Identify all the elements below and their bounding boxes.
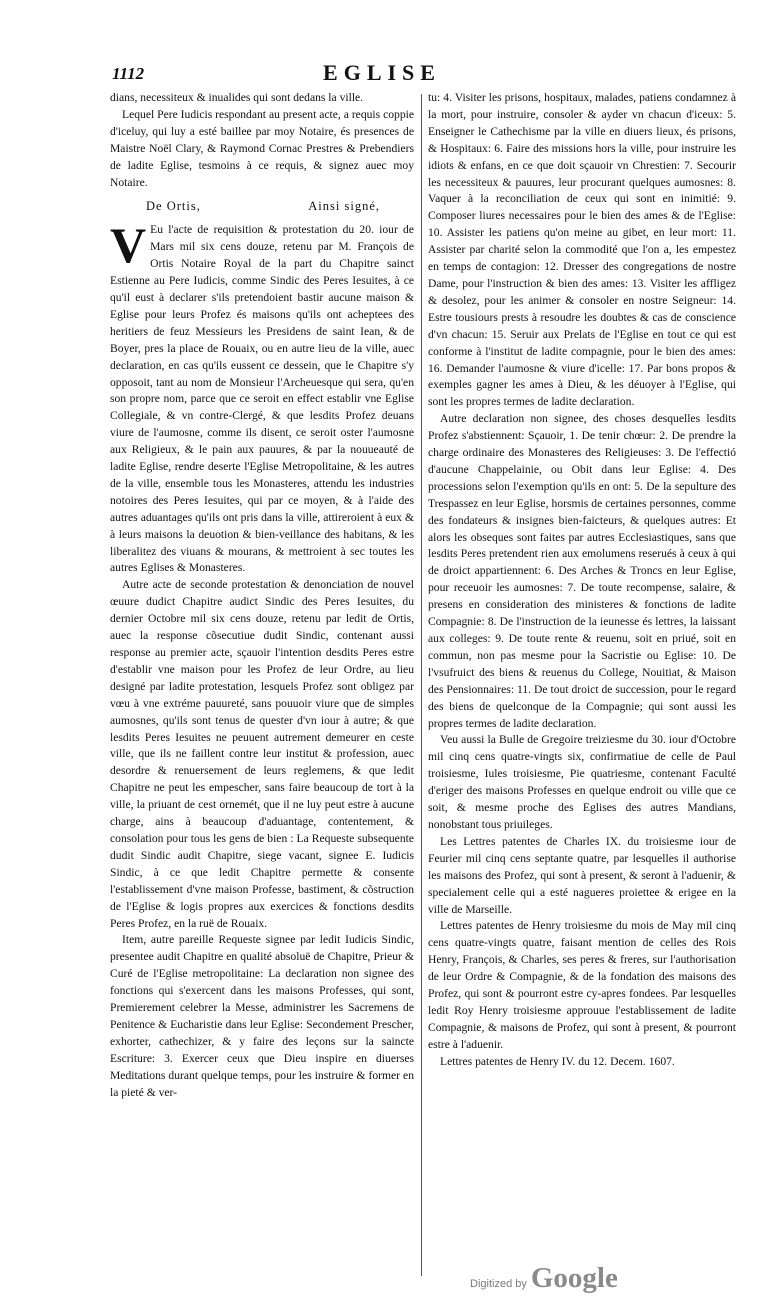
left-paragraph-2: Lequel Pere Iudicis respondant au present acte, a requis coppie d'iceluy, qui luy a esté baillee par moy Notaire, és presences de Maistre Noël Clary, & Raymond Cornac Prestres & Prebendiers de ladite Eglise, tesmoins à ce requis, & signez auec moy Notaire.: [110, 107, 414, 189]
left-paragraph-3-text: Eu l'acte de requisition & protestation du 20. iour de Mars mil six cens douze, retenu par M. François de Ortis Notaire Royal de la part du Chapitre sainct Estienne au Pere Iudicis, comme Sindic des Peres Iesuites, à ce qu'il eust à declarer s'ils pretendoient bastir aucune maison & Eglise pour leurs Profez és maisons qu'ils ont acheptees des heritiers de feuz Messieurs les Presidens de saint Iean, & de Boyer, pres la place de Rouaix, ou en autre lieu de la ville, auec declaration, en cas qu'ils eussent ce dessein, que le Chapitre s'y opposoit, tant au nom de Monsieur l'Archeuesque qui sera, qu'en son propre nom, parce que ce seroit en effect establir vne Eglise Collegiale, & vn contre-Clergé, & que lesdits Profez deuans viure de l'aumosne, comme ils disent, ce seroit oster l'aumosne aux Religieux, & le pain aux pauures, & par la nouueauté de ladite Eglise, rendre deserte l'Eglise Metropolitaine, & les autres de la ville, ensemble tous les Monasteres, attendu les industries notoires des Peres Iesuites, qui par ce moyen, & à l'aide des autres aduantages qu'ils ont pris dans la ville, attireroient à eux & à leurs maisons la deuotion & bien-veillance des habitans, & les liberalitez des viuans & mourans, & mettroient à sec toutes les autres Eglises & Monasteres.: [110, 223, 414, 575]
signature-line: [146, 198, 380, 215]
right-column: [428, 90, 736, 1071]
right-paragraph-3: Veu aussi la Bulle de Gregoire treiziesme du 30. iour d'Octobre mil cinq cens quatre-vingts six, confirmatiue de celle de Paul troisiesme, Iules troisiesme, Pie quatriesme, contenant Faculté d'eriger des maisons Professes en quelque endroit ou ville que ce soit, & mesme proche des Eglises des autres Mandians, nonobstant tous priuileges.: [428, 733, 736, 831]
left-paragraph-4: Autre acte de seconde protestation & denonciation de nouvel œuure dudict Chapitre audict Sindic des Peres Iesuites, du dernier Octobre mil six cens douze, retenu par ledit de Ortis, auec la response cõsecutiue dudit Sindic, contenant aussi response au premier acte, sçauoir l'intention desdits Peres estre d'establir vne maison pour les Profez de leur Ordre, au lieu designé par ladite protestation, lesquels Profez sont obligez par vœu à vne extréme pauureté, sans pouuoir viure que de simples aumosnes, qu'ils sont tenus de quester d'vn iour à autre; & que lesdits Peres Iesuites ne peuuent autrement demeurer en ceste ville, que ils ne faillent contre leur institut & profession, auec desordre & renuersement de leurs reglemens, & que ledit Chapitre ne peut les empescher, sans faire beaucoup de tort à la ville, la priuant de cest ornemét, que il ne luy peut estre à aucune charge, ains à beaucoup d'aduantage, contentement, & consolation pour tous les gens de bien : La Requeste subsequente dudit Sindic audit Chapitre, siege vacant, signee E. Iudicis Sindic, à ce que ledit Chapitre permette & consente l'establissement d'vne maison Professe, bastiment, & cõstruction de l'Eglise & logis propres aux exercices & fonctions desdits Peres Profez, en la ruë de Rouaix.: [110, 578, 414, 930]
running-title: EGLISE: [323, 60, 441, 85]
left-column: [110, 90, 414, 1101]
right-paragraph-1: tu: 4. Visiter les prisons, hospitaux, malades, patiens condamnez à la mort, pour instruire, consoler & ayder vn chacun d'iceux: 5. Enseigner le Cathechisme par la ville en diuers lieux, és prisons, & Hospitaux: 6. Faire des missions hors la ville, pour instruire les idiots & enfans, en ce que doit sçauoir vn Chrestien: 7. Secourir les necessiteux & pauures, leur procurant quelques aumosnes: 8. Vaquer à la reconciliation de ceux qui sont en inimitié: 9. Composer liures necessaires pour le bien des ames & de l'Eglise: 10. Assister les patiens qu'on meine au gibet, en leur mort: 11. Assister par charité selon la commodité que l'on a, les empestez en temps de contagion: 12. Dresser des congregations de nostre Dame, pour l'instruction & bien des ames: 13. Visiter les affligez & desolez, pour les animer & consoler en nostre Seigneur: 14. Estre tousiours prests à resoudre les doubtes & cas de conscience d'vn chacun: 15. Seruir aux Prelats de l'Eglise en tout ce qui est conforme à l'institut de ladite compagnie, pour le bien des ames: 16. Demander l'aumosne & viure d'icelle: 17. Par bons propos & exemples gagner les ames à Dieu, & les déuoyer à l'Eglise, qui sont les propres termes de ladite declaration.: [428, 91, 736, 409]
page-header: [0, 0, 764, 92]
right-paragraph-5: Lettres patentes de Henry troisiesme du mois de May mil cinq cens quatre-vingts quatre, faisant mention de celles des Rois Henry, François, & Charles, ses peres & freres, sur l'authorisation de leur Ordre & Compagnie, & de la fondation des maisons des Profez, qui sont & pourront estre cy-apres fondees. Par lesquelles ledit Roy Henry troisiesme approuue l'establissement de ladite Compagnie, & maisons de Profez, qui sont à present, & pourront estre à l'aduenir.: [428, 919, 736, 1051]
google-logo: Google: [530, 1262, 618, 1294]
drop-cap: V: [110, 217, 147, 274]
left-paragraph-5: Item, autre pareille Requeste signee par ledit Iudicis Sindic, presentee audit Chapitre en qualité absoluë de Chapitre, Prieur & Curé de l'Eglise metropolitaine: La declaration non signee des fonctions qui s'exercent dans les maisons Professes, qui sont, Premierement celebrer la Messe, administrer les Sacremens de Penitence & Eucharistie dans leur Eglise: Secondement Prescher, exhorter, cathechizer, & y faire des leçons sur la saincte Escriture: 3. Exercer ceux que Dieu inspire en diuerses Meditations durant quelque temps, pour les instruire & former en la pieté & ver-: [110, 933, 414, 1099]
google-watermark: [470, 1262, 618, 1295]
right-paragraph-6: Lettres patentes de Henry IV. du 12. Decem. 1607.: [440, 1054, 675, 1068]
left-paragraph-3: [110, 217, 414, 577]
page-number: 1112: [112, 64, 145, 83]
right-paragraph-2: Autre declaration non signee, des choses desquelles lesdits Profez s'abstiennent: Sçauoir, 1. De tenir chœur: 2. De prendre la charge ordinaire des Monasteres des Religieuses: 3. De l'effectió d'aucune Chappelainie, ou Obit dans leur Eglise: 4. Des processions selon l'exemption qu'ils en ont: 5. De la sepulture des Trespassez en leur Eglise, horsmis de certaines personnes, comme des fondateurs & insignes bien-faicteurs, & quelques autres: Et alors les obseques sont faites par autres Ecclesiastiques, sans que lesdits Peres pretendent rien aux emolumens reserués à ceux à qui de droict appartiennent: 6. Des Arches & Troncs en leur Eglise, pour receuoir les aumosnes: 7. De toute recompense, salaire, & presens en consideration des ministeres & fonctions de ladite Compagnie: 8. De l'instruction de la ieunesse és lettres, la laissant aux colleges: 9. De toute rente & reuenu, soit en priué, soit en commun, non pas mesme pour la Sacristie ou Eglise: 10. De l'vsufruict des biens & reuenus du College, Nouitiat, & Maison des Pensionnaires: 11. De tout droict de succession, pour le regard des biens de quelconque de la Compagnie; qui sont aussi les propres termes de ladite declaration.: [428, 412, 736, 730]
left-paragraph-1: dians, necessiteux & inualides qui sont dedans la ville.: [110, 91, 364, 104]
column-divider: [421, 94, 422, 1276]
watermark-prefix: Digitized by: [470, 1278, 527, 1290]
right-paragraph-4: Les Lettres patentes de Charles IX. du troisiesme iour de Feurier mil cinq cens septante quatre, par lesquelles il authorise les maisons des Profez, qui sont à present, & seront à l'aduenir, & specialement celle qui a esté nagueres proiettee & erigee en la ville de Marseille.: [428, 834, 736, 916]
signature-text: Ainsi signé,: [308, 199, 380, 214]
signature-name: De Ortis,: [146, 199, 201, 214]
